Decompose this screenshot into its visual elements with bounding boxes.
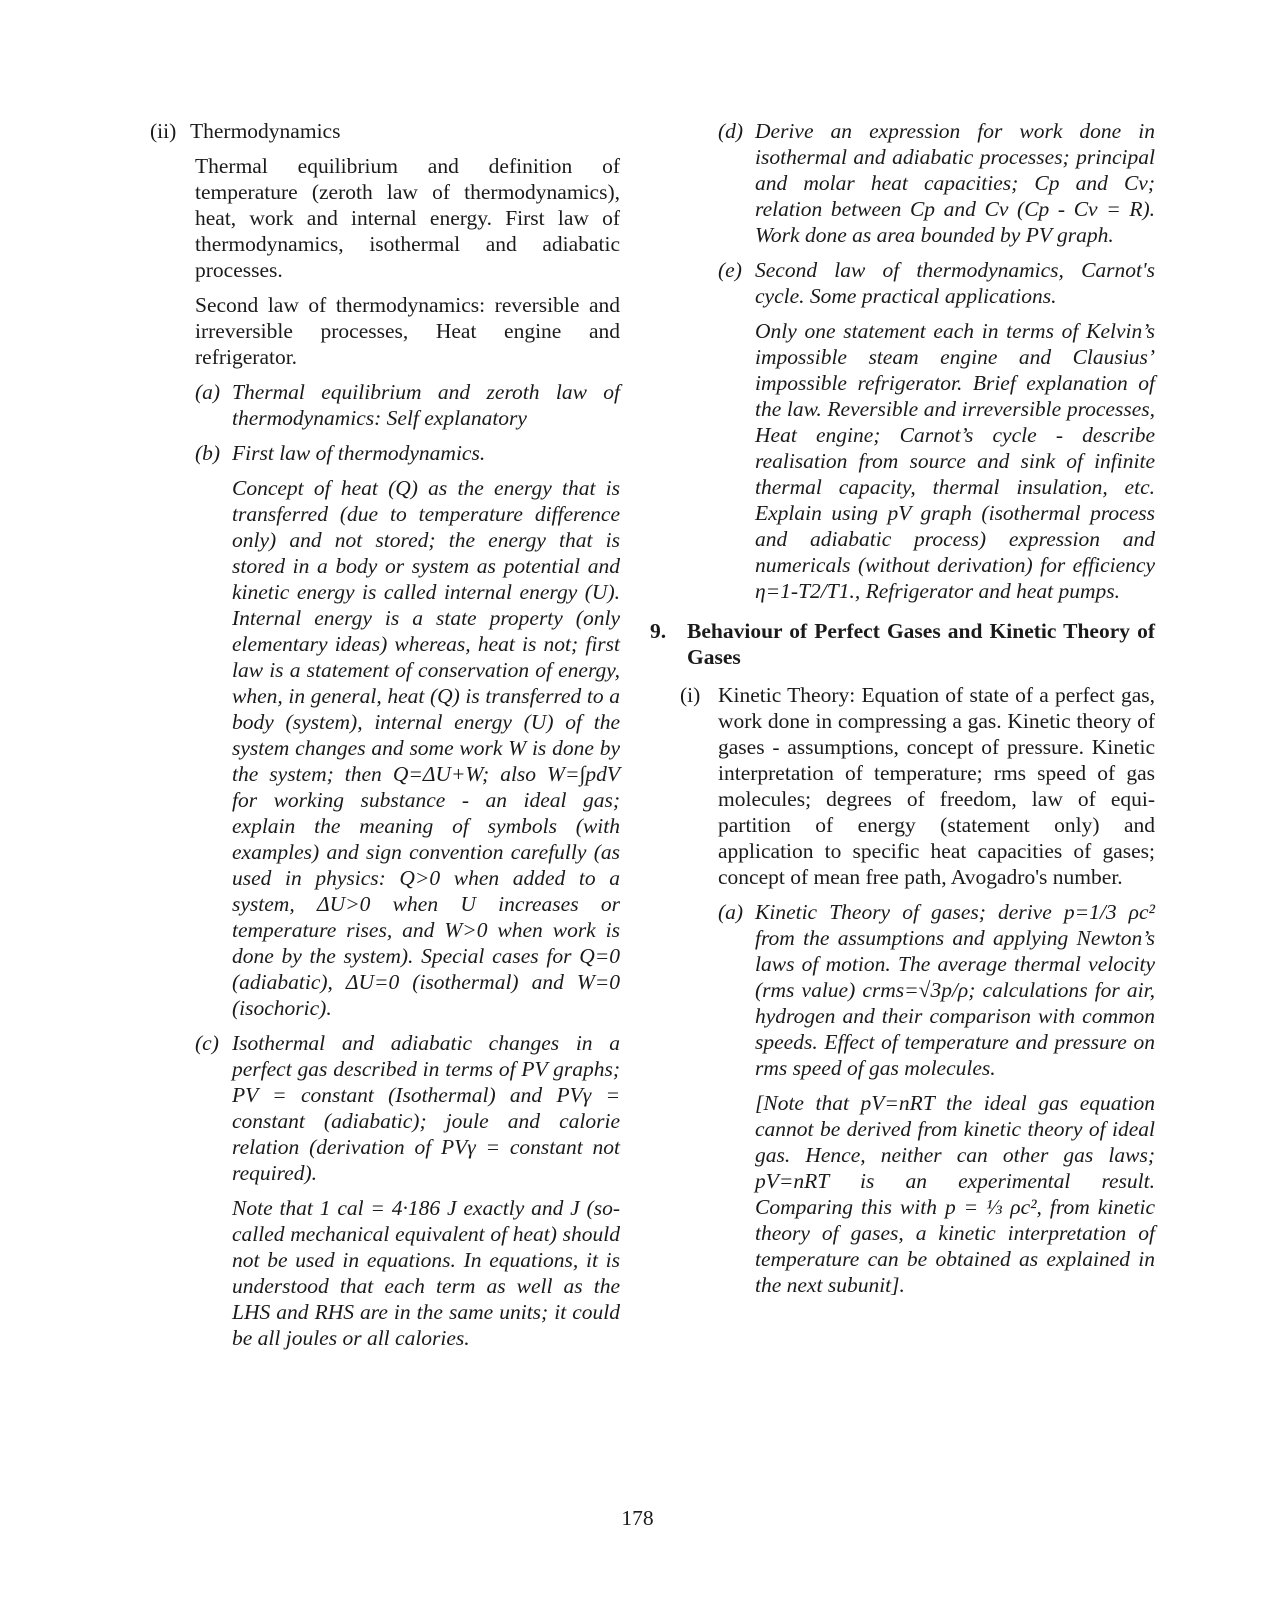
right-column [650, 118, 1155, 1307]
item-b-text: First law of thermodynamics. [232, 441, 486, 465]
kinetic-note: [Note that pV=nRT the ideal gas equation cannot be derived from kinetic theory of ideal gas. Hence, neither can other gas laws; pV=nRT is an experimental result. Comparing this with p = ⅓ ρc², from kinetic theory of gases, a kinetic interpretation of temperature can be obtained as explained in the next subunit]. [755, 1091, 1155, 1297]
paragraph-second-law: Second law of thermodynamics: reversible and irreversible processes, Heat engine and refrigerator. [195, 293, 620, 369]
subsection-ii-title: Thermodynamics [190, 119, 341, 143]
item-d-label: (d) [718, 119, 744, 143]
item-kinetic-a-text: Kinetic Theory of gases; derive p=1/3 ρc² from the assumptions and applying Newton’s laws of motion. The average thermal velocity (rms value) crms=√3p/ρ; calculations for air, hydrogen and their comparison with common speeds. Effect of temperature and pressure on rms speed of gas molecules. [755, 900, 1155, 1080]
item-d [718, 118, 1155, 248]
item-e-label: (e) [718, 258, 742, 282]
item-a-label: (a) [195, 380, 221, 404]
item-c-note: Note that 1 cal = 4·186 J exactly and J (so-called mechanical equivalent of heat) should not be used in equations. In equations, it is understood that each term as well as the LHS and RHS are in the same units; it could be all joules or all calories. [232, 1196, 620, 1350]
item-kinetic-a [718, 899, 1155, 1081]
section-9-heading [650, 618, 1155, 670]
subsection-i-text: Kinetic Theory: Equation of state of a perfect gas, work done in compressing a gas. Kinetic theory of gases - assumptions, concept of pressure. Kinetic interpretation of temperature; rms speed of gas molecules; degrees of freedom, law of equi-partition of energy (statement only) and application to specific heat capacities of gases; concept of mean free path, Avogadro's number. [718, 683, 1155, 889]
item-b-paragraph: Concept of heat (Q) as the energy that is transferred (due to temperature difference only) and not stored; the energy that is stored in a body or system as potential and kinetic energy is called internal energy (U). Internal energy is a state property (only elementary ideas) whereas, heat is not; first law is a statement of conservation of energy, when, in general, heat (Q) is transferred to a body (system), internal energy (U) of the system changes and some work W is done by the system; then Q=ΔU+W; also W=∫pdV for working substance - an ideal gas; explain the meaning of symbols (with examples) and sign convention carefully (as used in physics: Q>0 when added to a system, ΔU>0 when U increases or temperature rises, and W>0 when work is done by the system). Special cases for Q=0 (adiabatic), ΔU=0 (isothermal) and W=0 (isochoric). [232, 476, 620, 1020]
item-d-text: Derive an expression for work done in isothermal and adiabatic processes; principal and molar heat capacities; Cp and Cv; relation between Cp and Cv (Cp - Cv = R). Work done as area bounded by PV graph. [755, 119, 1155, 247]
item-b-label: (b) [195, 441, 221, 465]
subsection-i-label: (i) [680, 683, 701, 707]
item-c-text: Isothermal and adiabatic changes in a perfect gas described in terms of PV graphs; PV = constant (Isothermal) and PVγ = constant (adiabatic); joule and calorie relation (derivation of PVγ = constant not required). [232, 1031, 620, 1185]
subsection-ii-label: (ii) [150, 119, 177, 143]
section-9-number: 9. [650, 619, 667, 643]
left-column [150, 118, 620, 1360]
section-9-title: Behaviour of Perfect Gases and Kinetic Theory of Gases [687, 619, 1155, 669]
subsection-i [680, 682, 1155, 890]
item-e [718, 257, 1155, 309]
subsection-ii [150, 118, 620, 144]
item-a [195, 379, 620, 431]
item-kinetic-a-label: (a) [718, 900, 744, 924]
paragraph-thermal-equilibrium: Thermal equilibrium and definition of temperature (zeroth law of thermodynamics), heat, work and internal energy. First law of thermodynamics, isothermal and adiabatic processes. [195, 154, 620, 282]
item-a-text: Thermal equilibrium and zeroth law of thermodynamics: Self explanatory [232, 380, 620, 430]
page-number: 178 [621, 1506, 654, 1530]
item-c-label: (c) [195, 1031, 219, 1055]
item-e-text: Second law of thermodynamics, Carnot's cycle. Some practical applications. [755, 258, 1155, 308]
item-e-paragraph: Only one statement each in terms of Kelvin’s impossible steam engine and Clausius’ impossible refrigerator. Brief explanation of the law. Reversible and irreversible processes, Heat engine; Carnot’s cycle - describe realisation from source and sink of infinite thermal capacity, thermal insulation, etc. Explain using pV graph (isothermal process and adiabatic process) expression and numericals (without derivation) for efficiency η=1-T2/T1., Refrigerator and heat pumps. [755, 319, 1155, 603]
item-c [195, 1030, 620, 1186]
item-b [195, 440, 620, 466]
